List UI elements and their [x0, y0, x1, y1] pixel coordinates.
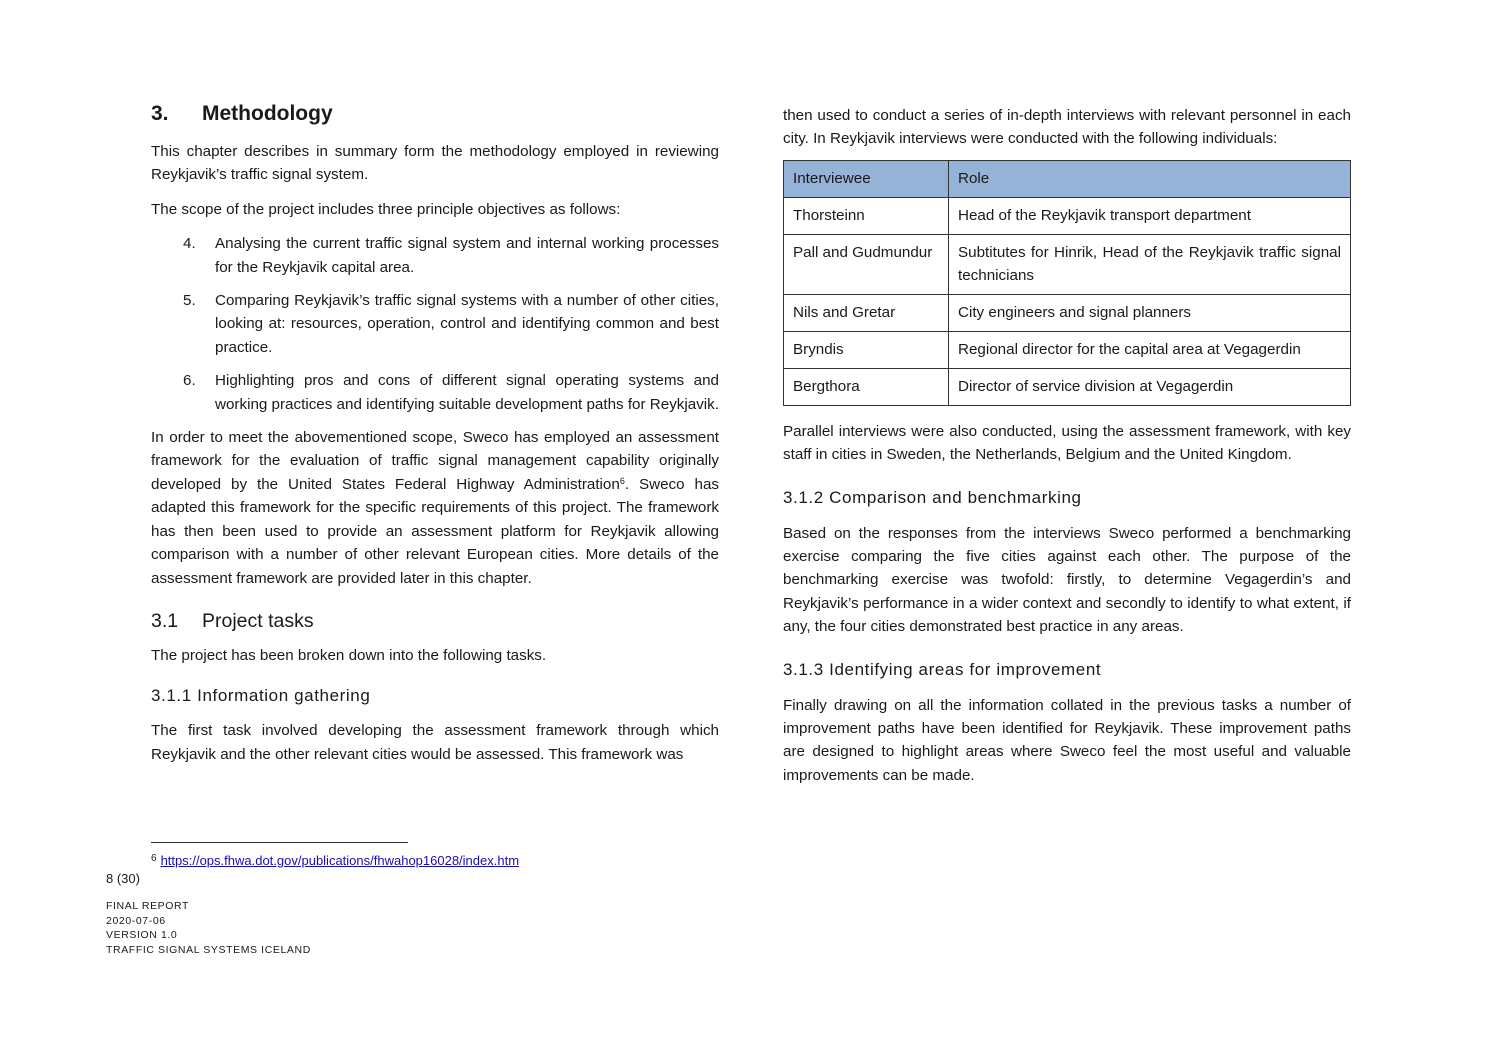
right-column [783, 104, 1351, 787]
list-item-number: 6. [183, 372, 196, 390]
footnote-link[interactable]: https://ops.fhwa.dot.gov/publications/fhwahop16028/index.htm [160, 853, 520, 868]
list-item [151, 369, 719, 416]
benchmarking-paragraph: Based on the responses from the interviews Sweco performed a benchmarking exercise comparing the five cities against each other. The purpose of the benchmarking exercise was twofold: firstly, to determine Vegagerdin’s and Reykjavik’s performance in a wider context and secondly to identify to what extent, if any, the four cities demonstrated best practice in any areas. [783, 524, 1351, 636]
tasks-intro-paragraph: The project has been broken down into the following tasks. [151, 646, 547, 664]
meta-project: TRAFFIC SIGNAL SYSTEMS ICELAND [106, 943, 311, 956]
table-row [784, 331, 1351, 368]
list-item [151, 289, 719, 359]
section-number: 3.1 [151, 609, 179, 632]
table-cell-interviewee: Bryndis [784, 331, 949, 368]
framework-text-before: In order to meet the abovementioned scope, Sweco has employed an assessment framework for the evaluation of traffic signal management capability originally developed by the United States Federal Highway Administration [151, 429, 719, 493]
section-title: Project tasks [202, 609, 314, 632]
page-number: 8 (30) [106, 871, 140, 886]
list-item-text: Comparing Reykjavik’s traffic signal systems with a number of other cities, looking at: resources, operation, control and identifying common and best practice. [215, 292, 719, 356]
list-item-number: 4. [183, 235, 196, 253]
chapter-heading [151, 100, 719, 128]
table-cell-role: Regional director for the capital area at Vegagerdin [949, 331, 1351, 368]
subsection-heading-improvement: 3.1.3 Identifying areas for improvement [783, 659, 1102, 679]
interviewee-table [783, 160, 1351, 406]
table-row [784, 234, 1351, 294]
table-header-interviewee: Interviewee [784, 160, 949, 197]
table-cell-interviewee: Bergthora [784, 368, 949, 405]
parallel-interviews-paragraph: Parallel interviews were also conducted, using the assessment framework, with key staff in cities in Sweden, the Netherlands, Belgium and the United Kingdom. [783, 422, 1351, 464]
chapter-number: 3. [151, 102, 169, 125]
table-cell-interviewee: Thorsteinn [784, 197, 949, 234]
table-row [784, 368, 1351, 405]
table-cell-role: City engineers and signal planners [949, 294, 1351, 331]
framework-text-after: . Sweco has adapted this framework for the specific requirements of this project. The framework has then been used to provide an assessment platform for Reykjavik allowing comparison with a number of other relevant European cities. More details of the assessment framework are provided later in this chapter. [151, 475, 719, 587]
list-item-number: 5. [183, 292, 196, 310]
table-cell-role: Head of the Reykjavik transport department [949, 197, 1351, 234]
list-item-text: Highlighting pros and cons of different signal operating systems and working practices and identifying suitable development paths for Reykjavik. [215, 372, 719, 413]
table-cell-role: Subtitutes for Hinrik, Head of the Reykjavik traffic signal technicians [949, 234, 1351, 294]
objectives-list [151, 232, 719, 416]
subsection-heading-information-gathering: 3.1.1 Information gathering [151, 686, 371, 706]
table-header-role: Role [949, 160, 1351, 197]
table-row [784, 197, 1351, 234]
table-row [784, 294, 1351, 331]
list-item-text: Analysing the current traffic signal system and internal working processes for the Reykjavik capital area. [215, 235, 719, 276]
table-cell-interviewee: Pall and Gudmundur [784, 234, 949, 294]
footnote [151, 850, 519, 870]
framework-paragraph [151, 426, 719, 590]
meta-date: 2020-07-06 [106, 914, 166, 927]
scope-paragraph: The scope of the project includes three principle objectives as follows: [151, 200, 621, 218]
intro-paragraph: This chapter describes in summary form the methodology employed in reviewing Reykjavik’s traffic signal system. [151, 143, 719, 184]
table-header-row [784, 160, 1351, 197]
information-gathering-paragraph: The first task involved developing the assessment framework through which Reykjavik and the other relevant cities would be assessed. This framework was [151, 722, 719, 763]
meta-version: VERSION 1.0 [106, 929, 178, 941]
footnote-divider [151, 842, 408, 843]
chapter-title: Methodology [202, 102, 333, 125]
document-meta [106, 899, 311, 957]
continued-paragraph: then used to conduct a series of in-depth interviews with relevant personnel in each city. In Reykjavik interviews were conducted with the following individuals: [783, 107, 1351, 148]
improvement-paragraph: Finally drawing on all the information collated in the previous tasks a number of improvement paths have been identified for Reykjavik. These improvement paths are designed to highlight areas where Sweco feel the most useful and valuable improvements can be made. [783, 696, 1351, 784]
section-heading [151, 608, 719, 634]
list-item [151, 232, 719, 279]
footnote-number: 6 [151, 853, 157, 864]
footnote-reference[interactable]: 6 [619, 475, 625, 486]
meta-report-type: FINAL REPORT [106, 900, 190, 912]
table-cell-role: Director of service division at Vegagerdin [949, 368, 1351, 405]
table-cell-interviewee: Nils and Gretar [784, 294, 949, 331]
subsection-heading-benchmarking: 3.1.2 Comparison and benchmarking [783, 487, 1082, 507]
left-column [151, 100, 719, 766]
